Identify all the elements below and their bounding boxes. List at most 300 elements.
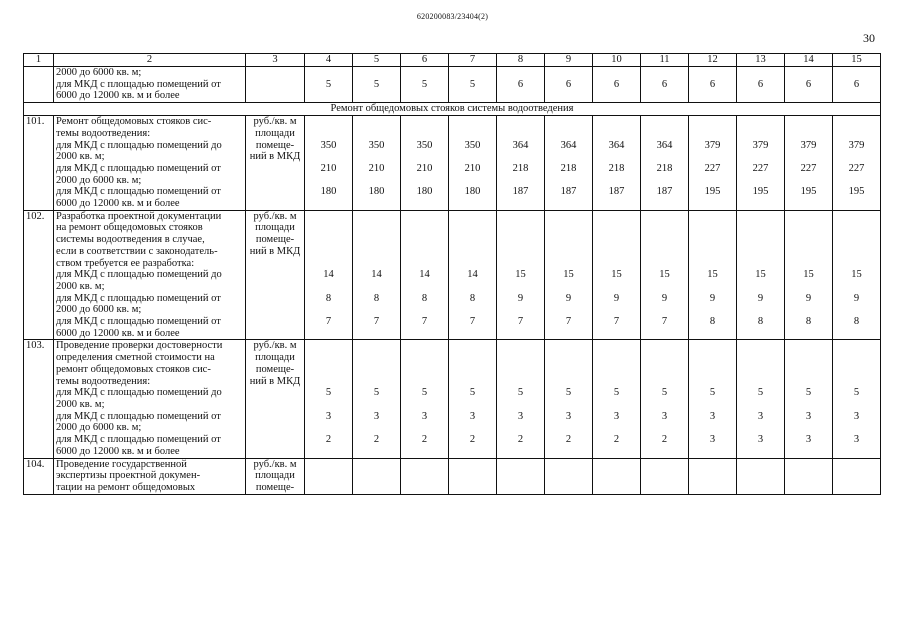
spacer — [787, 340, 830, 352]
value-cell — [785, 458, 833, 494]
value: 3 — [469, 410, 476, 422]
value: 3 — [805, 434, 812, 446]
spacer — [787, 446, 830, 458]
value: 350 — [320, 139, 337, 151]
spacer — [643, 328, 686, 340]
spacer — [595, 222, 638, 234]
spacer — [739, 222, 782, 234]
spacer — [355, 304, 398, 316]
text-line: Ремонт общедомовых стояков сис- — [56, 116, 212, 128]
value-cell — [545, 116, 593, 211]
spacer — [499, 281, 542, 293]
value: 7 — [373, 316, 380, 328]
spacer — [547, 116, 590, 128]
value-cell — [641, 116, 689, 211]
value-cell — [449, 340, 497, 458]
value-cell — [305, 340, 353, 458]
value: 7 — [661, 316, 668, 328]
spacer — [595, 340, 638, 352]
column-number-cell: 12 — [689, 54, 737, 67]
text-line: Разработка проектной документации — [56, 210, 222, 222]
value: 364 — [656, 139, 673, 151]
spacer — [739, 128, 782, 140]
value-cell — [401, 340, 449, 458]
value: 8 — [709, 316, 716, 328]
spacer — [451, 399, 494, 411]
value: 2 — [421, 434, 428, 446]
spacer — [739, 376, 782, 388]
spacer — [643, 198, 686, 210]
value-cell — [401, 458, 449, 494]
spacer — [307, 198, 350, 210]
spacer — [403, 151, 446, 163]
value-cell: 5 — [449, 67, 497, 103]
spacer — [835, 364, 878, 376]
spacer — [691, 258, 734, 270]
value: 2 — [661, 434, 668, 446]
value: 8 — [805, 316, 812, 328]
spacer — [451, 211, 494, 223]
text-line: ством требуется ее разработка: — [56, 257, 195, 269]
value: 210 — [368, 162, 385, 174]
spacer — [355, 234, 398, 246]
spacer — [691, 128, 734, 140]
spacer — [355, 399, 398, 411]
row-number-cell — [24, 67, 54, 103]
spacer — [499, 151, 542, 163]
value: 7 — [469, 316, 476, 328]
value: 9 — [709, 292, 716, 304]
value: 5 — [757, 387, 764, 399]
spacer — [643, 364, 686, 376]
spacer — [547, 376, 590, 388]
spacer — [307, 328, 350, 340]
table-row — [24, 458, 881, 494]
value: 15 — [515, 269, 526, 281]
spacer — [595, 364, 638, 376]
spacer — [835, 175, 878, 187]
spacer — [787, 281, 830, 293]
text-line: 2000 кв. м; — [56, 280, 105, 292]
spacer — [739, 340, 782, 352]
spacer — [787, 151, 830, 163]
text-line: помеще- — [255, 139, 295, 151]
spacer — [691, 376, 734, 388]
spacer — [739, 258, 782, 270]
value: 14 — [419, 269, 430, 281]
spacer — [643, 151, 686, 163]
value: 3 — [853, 434, 860, 446]
row-number-cell: 104. — [24, 458, 54, 494]
spacer — [739, 422, 782, 434]
value-cell — [353, 340, 401, 458]
value: 15 — [851, 269, 862, 281]
spacer — [547, 151, 590, 163]
spacer — [499, 246, 542, 258]
spacer — [835, 198, 878, 210]
column-number-cell: 4 — [305, 54, 353, 67]
value-cell — [545, 210, 593, 340]
spacer — [595, 198, 638, 210]
spacer — [547, 304, 590, 316]
spacer — [595, 116, 638, 128]
spacer — [451, 422, 494, 434]
value-cell — [785, 116, 833, 211]
value: 187 — [608, 186, 625, 198]
spacer — [739, 304, 782, 316]
text-line: для МКД с площадью помещений до — [56, 387, 222, 399]
value: 15 — [611, 269, 622, 281]
spacer — [787, 258, 830, 270]
text-line: площади — [255, 222, 295, 234]
text-line: руб./кв. м — [253, 210, 297, 222]
value-cell — [689, 210, 737, 340]
value-cell — [737, 116, 785, 211]
text-line: 6000 до 12000 кв. м и более — [56, 445, 180, 457]
text-line: для МКД с площадью помещений от — [56, 292, 221, 304]
spacer — [691, 222, 734, 234]
value: 3 — [757, 410, 764, 422]
spacer — [595, 175, 638, 187]
spacer — [499, 116, 542, 128]
value: 5 — [421, 387, 428, 399]
value-cell — [785, 210, 833, 340]
description-cell — [54, 210, 246, 340]
value-cell — [353, 458, 401, 494]
value: 5 — [613, 387, 620, 399]
spacer — [787, 198, 830, 210]
text-line: руб./кв. м — [253, 458, 297, 470]
text-line: экспертизы проектной докумен- — [56, 470, 201, 482]
spacer — [547, 175, 590, 187]
value: 195 — [848, 186, 865, 198]
value-cell — [305, 210, 353, 340]
value: 180 — [368, 186, 385, 198]
value: 195 — [800, 186, 817, 198]
value-cell: 6 — [737, 67, 785, 103]
table-row — [24, 210, 881, 340]
tariff-table — [23, 53, 881, 495]
value: 2 — [613, 434, 620, 446]
spacer — [451, 222, 494, 234]
spacer — [451, 304, 494, 316]
spacer — [451, 234, 494, 246]
value: 379 — [752, 139, 769, 151]
value: 218 — [560, 162, 577, 174]
table-row — [24, 67, 881, 103]
spacer — [403, 376, 446, 388]
value-cell — [353, 210, 401, 340]
value: 195 — [752, 186, 769, 198]
spacer — [835, 281, 878, 293]
spacer — [787, 211, 830, 223]
spacer — [355, 211, 398, 223]
spacer — [499, 376, 542, 388]
text-line: темы водоотведения: — [56, 375, 151, 387]
spacer — [451, 116, 494, 128]
spacer — [643, 376, 686, 388]
spacer — [835, 116, 878, 128]
spacer — [787, 246, 830, 258]
value: 9 — [565, 292, 572, 304]
value: 218 — [656, 162, 673, 174]
spacer — [403, 340, 446, 352]
spacer — [787, 128, 830, 140]
spacer — [643, 399, 686, 411]
spacer — [787, 175, 830, 187]
spacer — [595, 151, 638, 163]
spacer — [643, 116, 686, 128]
spacer — [499, 446, 542, 458]
spacer — [595, 352, 638, 364]
value-cell — [497, 210, 545, 340]
spacer — [643, 234, 686, 246]
text-line: для МКД с площадью помещений от — [56, 434, 221, 446]
text-line: 2000 до 6000 кв. м; — [56, 67, 142, 78]
value: 180 — [416, 186, 433, 198]
spacer — [499, 399, 542, 411]
value: 218 — [608, 162, 625, 174]
spacer — [835, 128, 878, 140]
value: 180 — [464, 186, 481, 198]
spacer — [547, 211, 590, 223]
value: 3 — [565, 410, 572, 422]
value: 195 — [704, 186, 721, 198]
spacer — [595, 399, 638, 411]
spacer — [547, 364, 590, 376]
spacer — [835, 352, 878, 364]
spacer — [547, 128, 590, 140]
value: 379 — [800, 139, 817, 151]
spacer — [835, 399, 878, 411]
spacer — [403, 446, 446, 458]
value: 227 — [752, 162, 769, 174]
spacer — [595, 281, 638, 293]
spacer — [835, 304, 878, 316]
column-number-cell: 3 — [246, 54, 305, 67]
spacer — [499, 340, 542, 352]
text-line: площади — [255, 470, 295, 482]
spacer — [739, 211, 782, 223]
spacer — [355, 246, 398, 258]
spacer — [403, 128, 446, 140]
value-cell — [641, 340, 689, 458]
spacer — [451, 246, 494, 258]
text-line: тации на ремонт общедомовых — [56, 481, 196, 493]
spacer — [691, 328, 734, 340]
spacer — [451, 151, 494, 163]
spacer — [403, 246, 446, 258]
value: 364 — [560, 139, 577, 151]
text-line: 6000 до 12000 кв. м и более — [56, 198, 180, 210]
spacer — [643, 246, 686, 258]
spacer — [307, 340, 350, 352]
spacer — [739, 446, 782, 458]
spacer — [307, 446, 350, 458]
value: 7 — [565, 316, 572, 328]
column-number-cell: 11 — [641, 54, 689, 67]
description-cell — [54, 116, 246, 211]
value-cell — [353, 116, 401, 211]
value: 14 — [323, 269, 334, 281]
value: 5 — [661, 387, 668, 399]
spacer — [739, 198, 782, 210]
spacer — [739, 328, 782, 340]
column-number-cell: 15 — [833, 54, 881, 67]
value-cell — [737, 458, 785, 494]
spacer — [787, 352, 830, 364]
spacer — [547, 198, 590, 210]
value: 350 — [416, 139, 433, 151]
spacer — [595, 258, 638, 270]
spacer — [835, 234, 878, 246]
spacer — [835, 328, 878, 340]
spacer — [355, 281, 398, 293]
value: 3 — [709, 434, 716, 446]
value: 9 — [517, 292, 524, 304]
value-cell — [785, 340, 833, 458]
spacer — [691, 234, 734, 246]
spacer — [499, 304, 542, 316]
value-cell — [593, 340, 641, 458]
spacer — [403, 211, 446, 223]
value: 9 — [613, 292, 620, 304]
spacer — [691, 281, 734, 293]
value: 8 — [421, 292, 428, 304]
spacer — [691, 399, 734, 411]
spacer — [595, 446, 638, 458]
spacer — [451, 258, 494, 270]
text-line: для МКД с площадью помещений до — [56, 269, 222, 281]
text-line: определения сметной стоимости на — [56, 352, 215, 364]
value: 2 — [325, 434, 332, 446]
value-cell — [401, 116, 449, 211]
spacer — [355, 422, 398, 434]
spacer — [355, 340, 398, 352]
spacer — [835, 376, 878, 388]
spacer — [643, 222, 686, 234]
spacer — [739, 246, 782, 258]
text-line: руб./кв. м — [253, 116, 297, 128]
text-line: 2000 кв. м; — [56, 398, 105, 410]
value: 15 — [707, 269, 718, 281]
value: 187 — [512, 186, 529, 198]
spacer — [691, 246, 734, 258]
spacer — [595, 234, 638, 246]
spacer — [307, 234, 350, 246]
spacer — [355, 328, 398, 340]
value: 5 — [565, 387, 572, 399]
spacer — [835, 422, 878, 434]
value: 2 — [565, 434, 572, 446]
text-line: для МКД с площадью помещений от — [56, 316, 221, 328]
spacer — [547, 281, 590, 293]
value-cell: 6 — [545, 67, 593, 103]
spacer — [691, 364, 734, 376]
value: 15 — [659, 269, 670, 281]
value: 3 — [709, 410, 716, 422]
text-line: ний в МКД — [249, 245, 301, 257]
value-cell — [497, 116, 545, 211]
spacer — [307, 128, 350, 140]
value: 9 — [757, 292, 764, 304]
spacer — [307, 116, 350, 128]
value: 364 — [512, 139, 529, 151]
unit-cell — [246, 340, 305, 458]
value: 227 — [704, 162, 721, 174]
value-cell — [689, 458, 737, 494]
spacer — [307, 281, 350, 293]
spacer — [547, 399, 590, 411]
value: 5 — [373, 387, 380, 399]
text-line: ний в МКД — [249, 375, 301, 387]
spacer — [451, 281, 494, 293]
spacer — [403, 116, 446, 128]
spacer — [787, 328, 830, 340]
value: 210 — [416, 162, 433, 174]
value: 3 — [805, 410, 812, 422]
spacer — [355, 198, 398, 210]
value: 218 — [512, 162, 529, 174]
spacer — [451, 328, 494, 340]
text-line: 6000 до 12000 кв. м и более — [56, 90, 180, 102]
spacer — [547, 222, 590, 234]
value-cell: 6 — [593, 67, 641, 103]
value-cell: 5 — [401, 67, 449, 103]
document-id: 620200083/23404(2) — [416, 12, 489, 21]
table-row — [24, 116, 881, 211]
spacer — [355, 446, 398, 458]
spacer — [835, 222, 878, 234]
spacer — [691, 422, 734, 434]
value: 5 — [853, 387, 860, 399]
spacer — [451, 198, 494, 210]
text-line: на ремонт общедомовых стояков — [56, 222, 203, 234]
text-line: 6000 до 12000 кв. м и более — [56, 327, 180, 339]
spacer — [691, 446, 734, 458]
spacer — [499, 175, 542, 187]
text-line: ний в МКД — [249, 151, 301, 163]
value-cell — [593, 116, 641, 211]
value-cell: 6 — [785, 67, 833, 103]
value-cell: 5 — [353, 67, 401, 103]
unit-cell — [246, 210, 305, 340]
spacer — [691, 211, 734, 223]
spacer — [691, 116, 734, 128]
spacer — [355, 364, 398, 376]
value-cell — [449, 116, 497, 211]
spacer — [355, 128, 398, 140]
value-cell — [737, 210, 785, 340]
spacer — [355, 116, 398, 128]
spacer — [499, 222, 542, 234]
text-line: для МКД с площадью помещений от — [56, 162, 221, 174]
spacer — [787, 399, 830, 411]
value: 3 — [517, 410, 524, 422]
unit-cell — [246, 67, 305, 103]
spacer — [643, 422, 686, 434]
spacer — [595, 376, 638, 388]
value: 5 — [805, 387, 812, 399]
spacer — [403, 304, 446, 316]
spacer — [787, 222, 830, 234]
value: 8 — [325, 292, 332, 304]
spacer — [547, 258, 590, 270]
text-line: темы водоотведения: — [56, 127, 151, 139]
spacer — [835, 211, 878, 223]
value: 5 — [517, 387, 524, 399]
spacer — [403, 328, 446, 340]
